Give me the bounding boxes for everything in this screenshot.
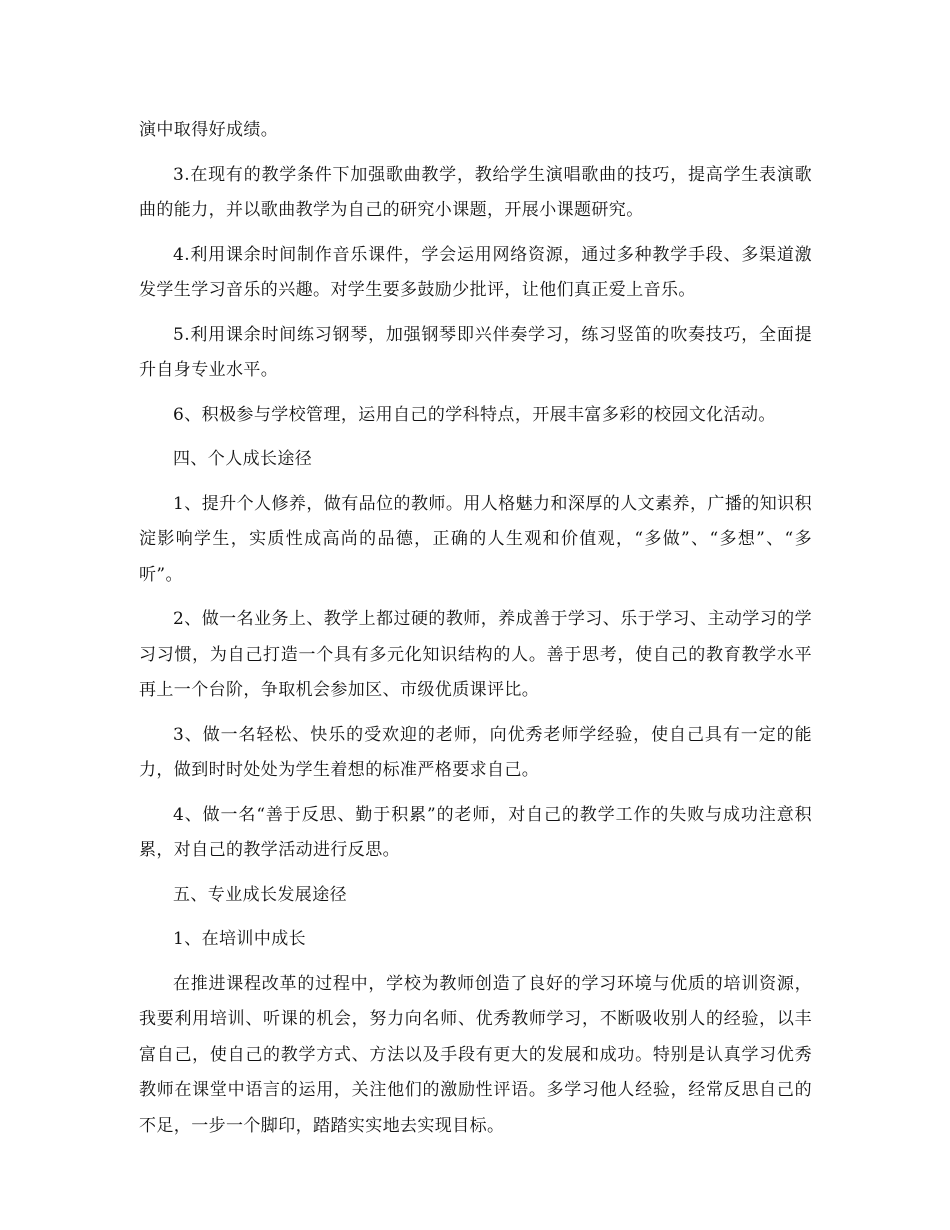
paragraph: 演中取得好成绩。 xyxy=(139,120,279,140)
paragraph: 6、积极参与学校管理，运用自己的学科特点，开展丰富多彩的校园文化活动。 xyxy=(173,404,776,425)
paragraph: 5.利用课余时间练习钢琴，加强钢琴即兴伴奏学习，练习竖笛的吹奏技巧，全面提升自身专业水平。 xyxy=(139,324,812,380)
paragraph: 3.在现有的教学条件下加强歌曲教学，教给学生演唱歌曲的技巧，提高学生表演歌曲的能力，并以歌曲教学为自己的研究小课题，开展小课题研究。 xyxy=(139,164,812,220)
paragraph: 4、做一名“善于反思、勤于积累”的老师，对自己的教学工作的失败与成功注意积累，对自己的教学活动进行反思。 xyxy=(139,804,812,860)
section-heading: 五、专业成长发展途径 xyxy=(173,884,347,905)
paragraph: 2、做一名业务上、教学上都过硬的教师，养成善于学习、乐于学习、主动学习的学习习惯，为自己打造一个具有多元化知识结构的人。善于思考，使自己的教育教学水平再上一个台阶，争取机会参加区、市级优质课评比。 xyxy=(139,609,812,700)
paragraph: 4.利用课余时间制作音乐课件，学会运用网络资源，通过多种教学手段、多渠道激发学生学习音乐的兴趣。对学生要多鼓励少批评，让他们真正爱上音乐。 xyxy=(139,244,812,300)
section-heading: 四、个人成长途径 xyxy=(173,449,313,469)
paragraph: 1、提升个人修养，做有品位的教师。用人格魅力和深厚的人文素养，广播的知识积淀影响学生，实质性成高尚的品德，正确的人生观和价值观，“多做”、“多想”、“多听”。 xyxy=(139,493,812,585)
subsection-heading: 1、在培训中成长 xyxy=(173,929,307,949)
paragraph: 在推进课程改革的过程中，学校为教师创造了良好的学习环境与优质的培训资源，我要利用培训、听课的机会，努力向名师、优秀教师学习，不断吸收别人的经验，以丰富自己，使自己的教学方式、方法以及手段有更大的发展和成功。特别是认真学习优秀教师在课堂中语言的运用，关注他们的激励性评语。多学习他人经验，经常反思自己的不足，一步一个脚印，踏踏实实地去实现目标。 xyxy=(139,973,812,1136)
paragraph: 3、做一名轻松、快乐的受欢迎的老师，向优秀老师学经验，使自己具有一定的能力，做到时时处处为学生着想的标准严格要求自己。 xyxy=(139,724,812,780)
